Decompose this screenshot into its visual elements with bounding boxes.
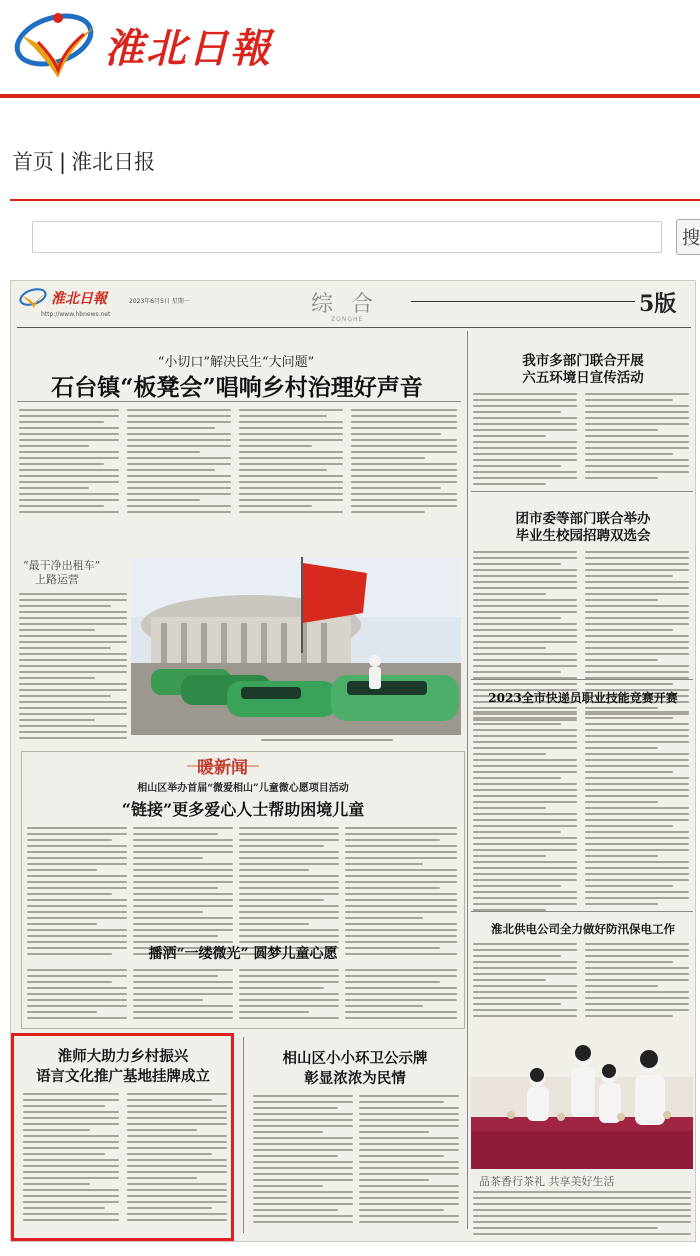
warm-sub-headline[interactable]: 播洒“一缕微光” 圆梦儿童心愿 — [148, 946, 338, 962]
taxi-photo[interactable] — [131, 557, 461, 735]
bottom-story-2-col-2 — [359, 1095, 459, 1227]
warm-sub-column-2 — [133, 969, 233, 1023]
logo-icon — [14, 6, 100, 84]
right-rule-3 — [471, 911, 693, 912]
right-story-1-headline[interactable]: 我市多部门联合开展 — [522, 353, 644, 369]
breadcrumb-current[interactable]: 淮北日报 — [71, 150, 156, 174]
taxi-photo-image — [131, 557, 461, 735]
right-story-1-col-2 — [585, 393, 689, 483]
taxi-photo-caption — [131, 739, 461, 745]
taxi-kicker-2[interactable]: 上路运营 — [35, 573, 79, 586]
bottom-story-2-headline[interactable]: 相山区小小环卫公示牌 — [282, 1050, 428, 1067]
masthead-page-number: 5版 — [639, 291, 677, 317]
tea-photo-image — [471, 1017, 693, 1169]
warm-news-title: 暖新闻 — [197, 758, 248, 778]
right-story-3-headline[interactable]: 2023全市快递员职业技能竞赛开赛 — [488, 691, 678, 705]
right-story-3-col-1 — [473, 711, 577, 915]
bottom-story-1-col-2 — [127, 1093, 227, 1225]
breadcrumb — [12, 146, 155, 176]
masthead-logo-icon — [19, 287, 49, 309]
column-divider — [467, 331, 468, 1229]
search-input[interactable] — [32, 221, 662, 253]
masthead-section: 综合 — [311, 292, 392, 317]
warm-sub-column-3 — [239, 969, 339, 1023]
bottom-story-2-headline-2[interactable]: 彰显浓浓为民情 — [304, 1070, 406, 1087]
taxi-kicker[interactable]: “最干净出租车” — [23, 559, 101, 572]
site-logo[interactable] — [14, 6, 272, 84]
lead-column-4 — [351, 409, 457, 517]
site-header — [0, 0, 700, 98]
warm-sub-column-1 — [27, 969, 127, 1023]
warm-column-1 — [27, 827, 127, 959]
warm-column-4 — [345, 827, 457, 959]
lead-headline[interactable]: 石台镇“板凳会”唱响乡村治理好声音 — [51, 374, 423, 401]
tea-photo-caption: 品茶香行茶礼 共享美好生活 — [479, 1175, 615, 1188]
bottom-divider — [243, 1037, 244, 1233]
right-story-2-headline-2[interactable]: 毕业生校园招聘双选会 — [515, 528, 651, 544]
right-rule-1 — [471, 491, 693, 492]
newspaper-page[interactable] — [10, 280, 696, 1242]
lead-column-3 — [239, 409, 343, 517]
warm-headline[interactable]: “链接”更多爱心人士帮助困境儿童 — [121, 800, 365, 819]
warm-kicker: 相山区举办首届“微爱相山”儿童微心愿项目活动 — [137, 783, 349, 794]
tea-ceremony-photo[interactable] — [471, 1017, 693, 1169]
header-divider — [0, 94, 700, 98]
lead-column-1 — [19, 409, 119, 517]
masthead-date: 2023年6月5日 星期一 — [129, 298, 190, 305]
bottom-story-2-col-1 — [253, 1095, 353, 1227]
right-rule-2 — [471, 679, 693, 680]
bottom-story-1-headline[interactable]: 淮师大助力乡村振兴 — [57, 1048, 189, 1065]
lead-kicker: “小切口”解决民生“大问题” — [157, 355, 315, 370]
right-story-1-headline-2[interactable]: 六五环境日宣传活动 — [522, 370, 644, 386]
masthead-section-pinyin: ZONGHE — [331, 316, 364, 323]
masthead-bottom-rule — [17, 327, 691, 328]
breadcrumb-home[interactable]: 首页 — [12, 150, 54, 174]
masthead-url: http://www.hbnews.net — [41, 311, 111, 318]
bottom-story-1-col-1 — [23, 1093, 119, 1225]
right-story-3-col-2 — [585, 711, 689, 909]
lead-column-2 — [127, 409, 231, 517]
warm-column-2 — [133, 827, 233, 959]
warm-sub-column-4 — [345, 969, 457, 1023]
page-masthead — [11, 281, 696, 325]
bottom-story-1-headline-2[interactable]: 语言文化推广基地挂牌成立 — [36, 1068, 210, 1085]
breadcrumb-separator: | — [59, 150, 67, 174]
taxi-column — [19, 593, 127, 743]
right-story-1-col-1 — [473, 393, 577, 489]
masthead-rule — [411, 301, 635, 302]
lead-headline-rule — [17, 401, 461, 402]
tea-photo-text — [473, 1191, 691, 1239]
right-story-2-headline[interactable]: 团市委等部门联合举办 — [515, 511, 651, 527]
breadcrumb-divider — [10, 199, 700, 201]
site-name: 淮北日報 — [104, 24, 272, 72]
right-story-4-headline[interactable]: 淮北供电公司全力做好防汛保电工作 — [491, 922, 675, 936]
search-button[interactable]: 搜 — [676, 219, 700, 255]
masthead-title: 淮北日報 — [51, 291, 107, 307]
warm-column-3 — [239, 827, 339, 959]
masthead-logo — [19, 287, 107, 309]
